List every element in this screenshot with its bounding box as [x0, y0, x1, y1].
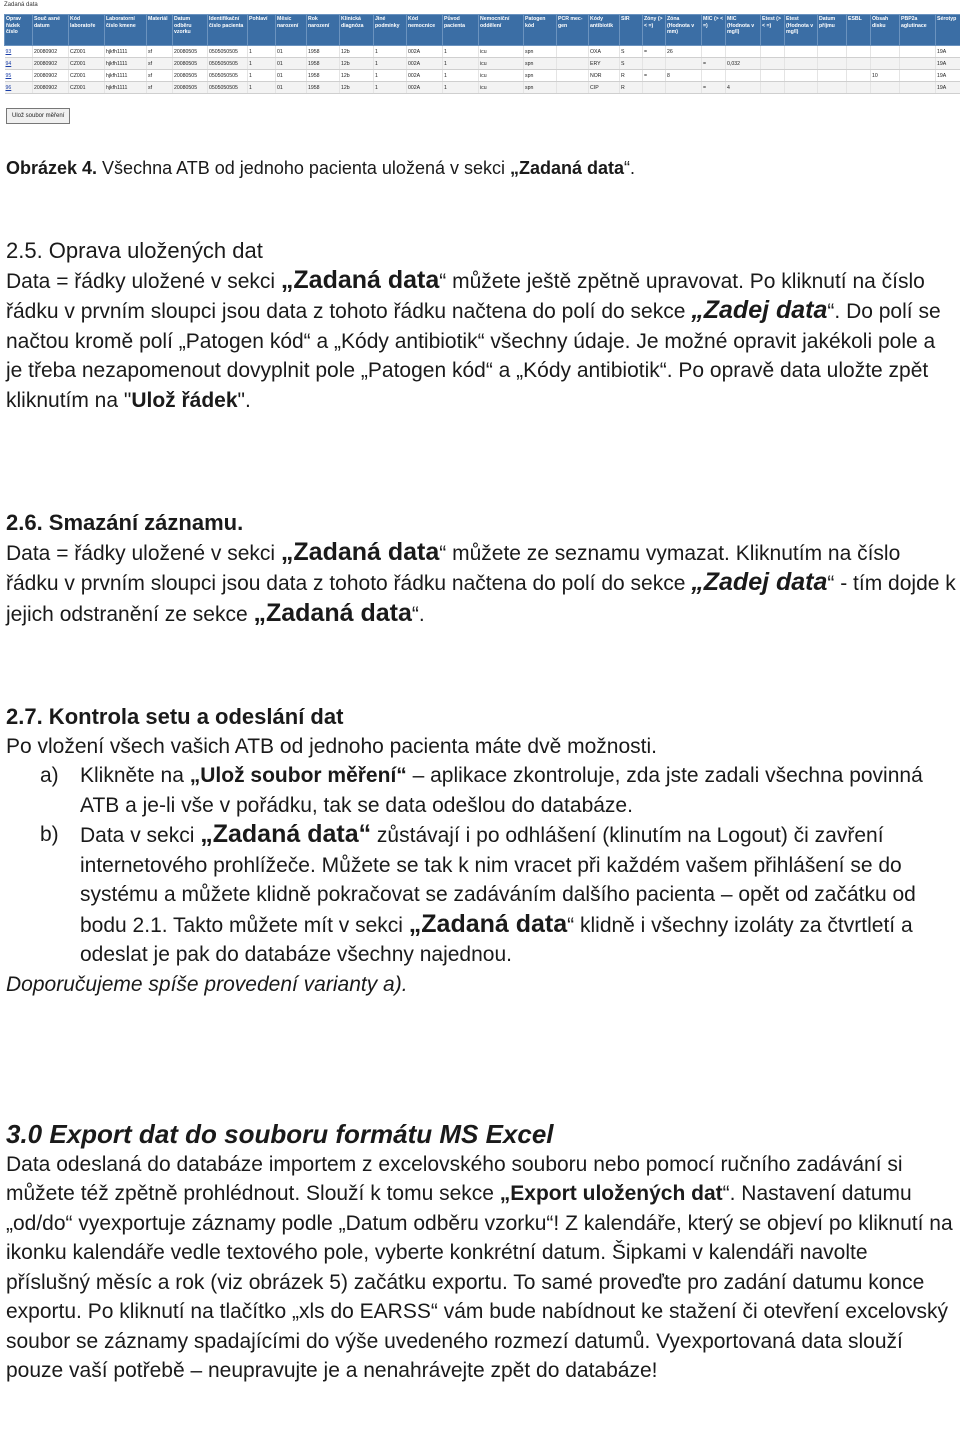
table-cell: hjkfh1111	[105, 46, 147, 58]
table-cell: 20080505	[173, 70, 208, 82]
section-title: Zadaná data	[4, 2, 38, 8]
table-cell: hjkfh1111	[105, 58, 147, 70]
data-table	[4, 14, 960, 94]
table-cell: 1958	[307, 58, 340, 70]
table-cell: 01	[276, 46, 307, 58]
section-heading: 3.0 Export dat do souboru formátu MS Excel	[6, 1119, 554, 1149]
column-header: Etest (> < =)	[761, 15, 785, 46]
section-heading: 2.5. Oprava uložených dat	[6, 238, 263, 263]
row-number-link[interactable]: 96	[5, 82, 33, 94]
column-header: MIC (Hodnota v mg/l)	[726, 15, 761, 46]
table-cell: CZ001	[69, 82, 105, 94]
figure-caption	[6, 158, 635, 179]
table-cell: S	[620, 58, 643, 70]
table-cell: 0505050505	[208, 58, 248, 70]
column-header: Původ pacienta	[443, 15, 479, 46]
table-cell	[900, 46, 936, 58]
table-cell: 19A	[936, 70, 960, 82]
column-header: Patogen kód	[524, 15, 557, 46]
column-header: Datum příjmu	[818, 15, 847, 46]
column-header: Sérotyp	[936, 15, 960, 46]
table-cell	[726, 46, 761, 58]
table-cell: 1	[443, 58, 479, 70]
column-header: Kód laboratoře	[69, 15, 105, 46]
column-header: Etest (Hodnota v mg/l)	[785, 15, 818, 46]
table-cell: 1	[248, 82, 276, 94]
table-cell	[761, 70, 785, 82]
table-cell	[702, 46, 726, 58]
table-cell: sf	[147, 82, 173, 94]
table-cell: 12b	[340, 46, 374, 58]
table-cell: spn	[524, 70, 557, 82]
options-list	[6, 761, 956, 970]
table-cell: 1	[443, 46, 479, 58]
table-cell: sf	[147, 58, 173, 70]
table-cell	[785, 46, 818, 58]
section-2-7	[6, 702, 956, 999]
column-header: Pohlaví	[248, 15, 276, 46]
caption-end: “.	[624, 158, 636, 178]
table-cell	[785, 70, 818, 82]
table-cell: 8	[666, 70, 702, 82]
table-cell: 002A	[407, 82, 443, 94]
column-header: Datum odběru vzorku	[173, 15, 208, 46]
table-cell: sf	[147, 70, 173, 82]
column-header: PCR mec-gen	[557, 15, 589, 46]
table-cell: 19A	[936, 82, 960, 94]
table-cell	[847, 70, 871, 82]
table-cell: 19A	[936, 58, 960, 70]
table-cell: sf	[147, 46, 173, 58]
table-cell: =	[643, 46, 666, 58]
row-number-link[interactable]: 93	[5, 46, 33, 58]
column-header: Měsíc narození	[276, 15, 307, 46]
table-cell	[761, 58, 785, 70]
column-header: Obsah disku	[871, 15, 900, 46]
table-cell: =	[643, 70, 666, 82]
table-cell	[557, 58, 589, 70]
table-cell: 1	[374, 46, 407, 58]
column-header: Zóny (> < =)	[643, 15, 666, 46]
table-cell: 10	[871, 70, 900, 82]
table-cell: 002A	[407, 46, 443, 58]
table-cell	[702, 70, 726, 82]
table-cell	[900, 58, 936, 70]
table-cell: 1958	[307, 46, 340, 58]
table-row	[5, 46, 960, 58]
table-cell: icu	[479, 70, 524, 82]
table-cell	[666, 82, 702, 94]
table-cell: 1	[374, 70, 407, 82]
table-cell: hjkfh1111	[105, 82, 147, 94]
table-cell: 20080902	[33, 70, 69, 82]
table-cell	[643, 58, 666, 70]
caption-quote: „Zadaná data	[509, 158, 625, 178]
table-cell	[726, 70, 761, 82]
table-cell	[818, 46, 847, 58]
table-cell: spn	[524, 46, 557, 58]
table-cell: 20080902	[33, 82, 69, 94]
table-cell: 12b	[340, 70, 374, 82]
column-header: Oprav řádek číslo	[5, 15, 33, 46]
table-cell: 1	[248, 58, 276, 70]
table-cell: 12b	[340, 58, 374, 70]
table-cell	[818, 82, 847, 94]
table-cell: S	[620, 46, 643, 58]
column-header: Kód nemocnice	[407, 15, 443, 46]
section-paragraph: Data = řádky uložené v sekci „Zadaná data“ můžete ještě zpětně upravovat. Po kliknutí na číslo řádku v prvním sloupci jsou data z tohoto řádku načtena do polí do sekce „Zadej data“. Do polí se načtou kromě polí „Patogen kód“ a „Kódy antibiotik“ všechny údaje. Je možné opravit jakékoli pole a je třeba nezapomenout dovyplnit pole „Patogen kód“ a „Kódy antibiotik“. Po opravě data uložte zpět kliknutím na "Ulož řádek".	[6, 265, 941, 412]
table-cell: icu	[479, 82, 524, 94]
table-cell	[847, 82, 871, 94]
table-cell: CZ001	[69, 46, 105, 58]
column-header: Nemocniční oddělení	[479, 15, 524, 46]
table-cell	[761, 82, 785, 94]
column-header: Kódy antibiotik	[589, 15, 620, 46]
table-cell: 20080505	[173, 82, 208, 94]
table-cell: spn	[524, 58, 557, 70]
table-cell: 1	[374, 58, 407, 70]
table-cell	[871, 82, 900, 94]
table-cell: =	[702, 82, 726, 94]
table-cell: OXA	[589, 46, 620, 58]
row-number-link[interactable]: 94	[5, 58, 33, 70]
table-cell: CIP	[589, 82, 620, 94]
table-row	[5, 70, 960, 82]
table-cell: R	[620, 70, 643, 82]
table-cell: 20080505	[173, 46, 208, 58]
table-cell: 1	[248, 46, 276, 58]
table-cell: R	[620, 82, 643, 94]
section-2-5	[6, 236, 956, 415]
table-cell	[785, 58, 818, 70]
section-heading: 2.7. Kontrola setu a odeslání dat	[6, 704, 344, 729]
column-header: Identifikační číslo pacienta	[208, 15, 248, 46]
table-cell: 002A	[407, 70, 443, 82]
column-header: SIR	[620, 15, 643, 46]
table-cell: 01	[276, 70, 307, 82]
table-cell: CZ001	[69, 58, 105, 70]
table-cell: 1	[374, 82, 407, 94]
table-cell	[818, 58, 847, 70]
table-cell	[818, 70, 847, 82]
table-cell: 19A	[936, 46, 960, 58]
table-row	[5, 82, 960, 94]
section-3-0	[6, 1120, 956, 1386]
table-cell	[785, 82, 818, 94]
table-cell: hjkfh1111	[105, 70, 147, 82]
table-cell: 26	[666, 46, 702, 58]
table-cell: =	[702, 58, 726, 70]
table-header-row	[5, 15, 960, 46]
table-cell: 1	[443, 82, 479, 94]
column-header: Rok narození	[307, 15, 340, 46]
table-cell: spn	[524, 82, 557, 94]
section-2-6	[6, 508, 956, 629]
table-cell: icu	[479, 46, 524, 58]
table-cell: 0505050505	[208, 82, 248, 94]
table-cell	[557, 70, 589, 82]
table-cell	[871, 46, 900, 58]
list-item: a) Klikněte na „Ulož soubor měření“ – aplikace zkontroluje, zda jste zadali všechna povinná ATB a je-li vše v pořádku, tak se data odešlou do databáze.	[40, 764, 923, 817]
column-header: Laboratorní číslo kmene	[105, 15, 147, 46]
table-cell: 002A	[407, 58, 443, 70]
table-cell: 0,032	[726, 58, 761, 70]
table-cell	[643, 82, 666, 94]
table-cell: ERY	[589, 58, 620, 70]
table-cell: 0505050505	[208, 70, 248, 82]
column-header: ESBL	[847, 15, 871, 46]
section-heading: 2.6. Smazání záznamu.	[6, 510, 244, 535]
table-cell: 20080902	[33, 46, 69, 58]
section-intro: Po vložení všech vašich ATB od jednoho pacienta máte dvě možnosti.	[6, 734, 657, 758]
app-screenshot	[0, 0, 960, 130]
caption-label: Obrázek 4.	[6, 158, 98, 178]
table-cell	[900, 82, 936, 94]
table-cell: 1	[443, 70, 479, 82]
table-cell: NOR	[589, 70, 620, 82]
save-measurement-file-button[interactable]: Ulož soubor měření	[6, 108, 70, 124]
table-cell: 1	[248, 70, 276, 82]
recommendation: Doporučujeme spíše provedení varianty a).	[6, 972, 408, 996]
table-cell: 01	[276, 58, 307, 70]
column-header: Jiné podmínky	[374, 15, 407, 46]
section-paragraph: Data = řádky uložené v sekci „Zadaná data“ můžete ze seznamu vymazat. Kliknutím na číslo řádku v prvním sloupci jsou data z tohoto řádku načtena do polí do sekce „Zadej data“ - tím dojde k jejich odstranění ze sekce „Zadaná data“.	[6, 537, 956, 627]
table-cell	[557, 82, 589, 94]
caption-text: Všechna ATB od jednoho pacienta uložená v sekci	[97, 158, 510, 178]
list-item: b) Data v sekci „Zadaná data“ zůstávají i po odhlášení (klinutím na Logout) či zavření internetového prohlížeče. Můžete se tak k nim vracet při každém vašem přihlášení se do systému a můžete klidně pokračovat se zadáváním dalšího pacienta – opět od začátku od bodu 2.1. Takto můžete mít v sekci „Zadaná data“ klidně i všechny izoláty za čtvrtletí a odeslat je pak do databáze všechny najednou.	[40, 820, 916, 966]
section-paragraph: Data odeslaná do databáze importem z excelovského souboru nebo pomocí ručního zadávání si můžete též zpětně prohlédnout. Slouží k tomu sekce „Export uložených dat“. Nastavení datumu „od/do“ vyexportuje záznamy podle „Datum odběru vzorku“! Z kalendáře, který se objeví po kliknutí na ikonku kalendáře vedle textového pole, vyberte konkrétní datum. Šipkami v kalendáři navolte příslušný měsíc a rok (viz obrázek 5) začátku exportu. To samé proveďte pro zadání datumu konce exportu. Po kliknutí na tlačítko „xls do EARSS“ vám bude nabídnout ke stažení či otevření excelovský soubor se záznamy spadajícími do výše uvedeného rozmezí datumů. Vyexportovaná data slouží pouze vaší potřebě – neupravujte je a nenahrávejte zpět do databáze!	[6, 1152, 953, 1382]
column-header: Souč asné datum	[33, 15, 69, 46]
column-header: Klinická diagnóza	[340, 15, 374, 46]
table-cell: CZ001	[69, 70, 105, 82]
table-cell: 20080505	[173, 58, 208, 70]
column-header: Materiál	[147, 15, 173, 46]
table-cell: 0505050505	[208, 46, 248, 58]
table-cell: icu	[479, 58, 524, 70]
table-cell	[847, 46, 871, 58]
table-cell: 12b	[340, 82, 374, 94]
table-cell: 4	[726, 82, 761, 94]
table-cell	[847, 58, 871, 70]
column-header: PBP2a aglutinace	[900, 15, 936, 46]
table-cell: 1958	[307, 70, 340, 82]
row-number-link[interactable]: 95	[5, 70, 33, 82]
table-cell: 01	[276, 82, 307, 94]
column-header: Zóna (Hodnota v mm)	[666, 15, 702, 46]
table-cell: 1958	[307, 82, 340, 94]
table-cell	[666, 58, 702, 70]
column-header: MIC (> < =)	[702, 15, 726, 46]
table-row	[5, 58, 960, 70]
table-cell	[900, 70, 936, 82]
table-cell: 20080902	[33, 58, 69, 70]
table-cell	[761, 46, 785, 58]
table-cell	[557, 46, 589, 58]
table-cell	[871, 58, 900, 70]
